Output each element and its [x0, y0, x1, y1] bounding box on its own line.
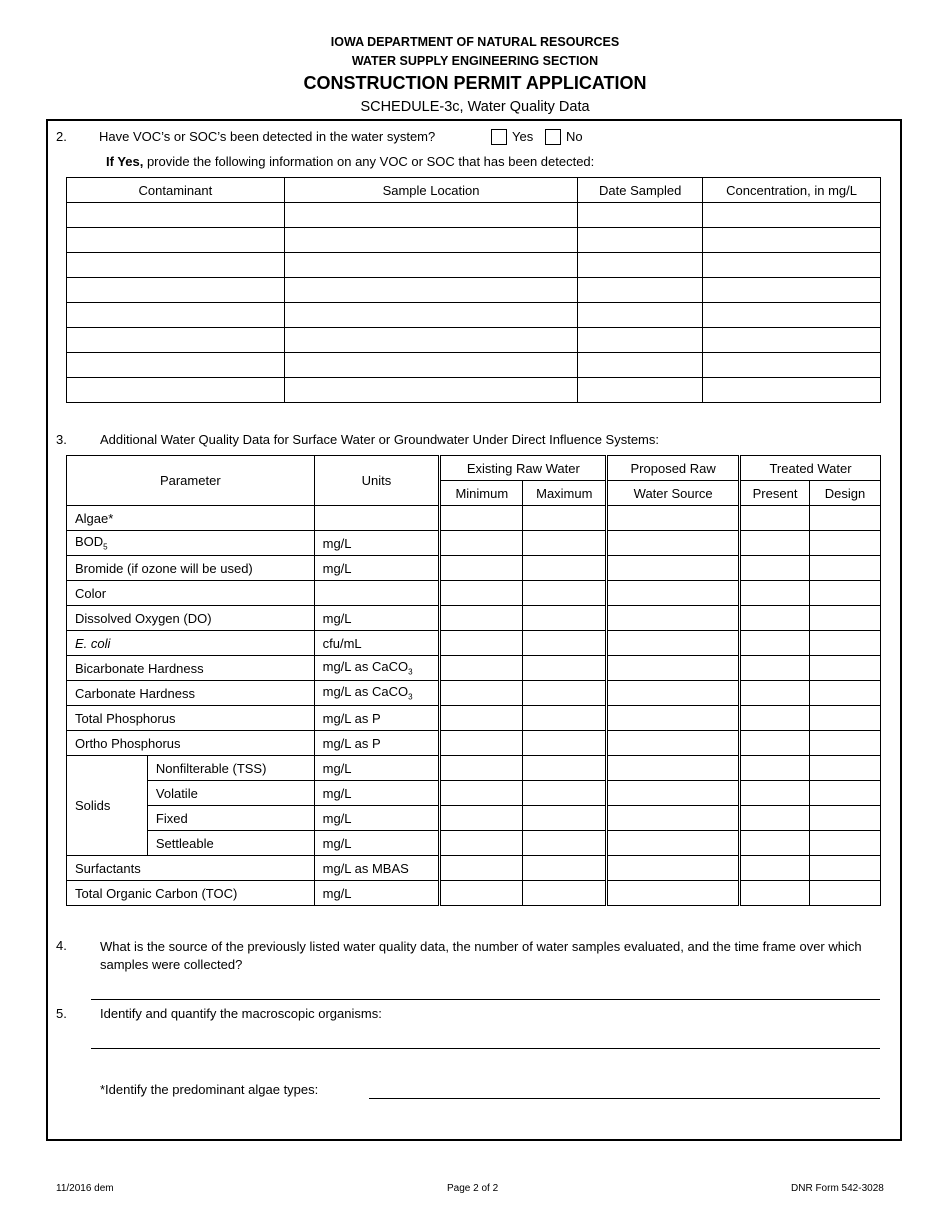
units-bromide: mg/L	[314, 556, 440, 581]
col-sample-location: Sample Location	[284, 178, 578, 203]
value-cell[interactable]	[440, 506, 523, 531]
value-cell[interactable]	[523, 631, 607, 656]
voc-cell[interactable]	[284, 378, 578, 403]
voc-cell[interactable]	[67, 378, 285, 403]
voc-cell[interactable]	[67, 253, 285, 278]
bod-text: BOD	[75, 534, 104, 550]
col-date-sampled: Date Sampled	[578, 178, 703, 203]
voc-table	[66, 177, 881, 403]
h-existing-raw: Existing Raw Water	[440, 456, 607, 481]
units-total-phosphorus: mg/L as P	[314, 706, 440, 731]
units-carbonate	[314, 681, 440, 706]
value-cell[interactable]	[607, 656, 740, 681]
value-cell[interactable]	[607, 681, 740, 706]
voc-row	[67, 353, 881, 378]
param-ortho-phosphorus: Ortho Phosphorus	[67, 731, 315, 756]
value-cell[interactable]	[810, 781, 881, 806]
value-cell[interactable]	[810, 731, 881, 756]
value-cell[interactable]	[607, 631, 740, 656]
table-row	[67, 581, 881, 606]
value-cell[interactable]	[523, 831, 607, 856]
table-row	[67, 806, 881, 831]
voc-cell[interactable]	[284, 353, 578, 378]
table-row	[67, 531, 881, 556]
footer-form-number: DNR Form 542-3028	[791, 1183, 884, 1194]
value-cell[interactable]	[523, 781, 607, 806]
value-cell[interactable]	[740, 856, 810, 881]
if-yes-instruction	[106, 154, 594, 169]
q2-number: 2.	[56, 129, 67, 144]
no-checkbox[interactable]	[545, 129, 561, 145]
value-cell[interactable]	[440, 531, 523, 556]
value-cell[interactable]	[810, 856, 881, 881]
units-fixed: mg/L	[314, 806, 440, 831]
table-row	[67, 881, 881, 906]
value-cell[interactable]	[523, 556, 607, 581]
units-bicarbonate	[314, 656, 440, 681]
voc-cell[interactable]	[284, 253, 578, 278]
value-cell[interactable]	[523, 731, 607, 756]
value-cell[interactable]	[607, 606, 740, 631]
value-cell[interactable]	[810, 681, 881, 706]
value-cell[interactable]	[740, 531, 810, 556]
voc-cell[interactable]	[578, 303, 703, 328]
value-cell[interactable]	[440, 656, 523, 681]
footer-page: Page 2 of 2	[447, 1183, 499, 1194]
param-settleable: Settleable	[147, 831, 314, 856]
h-proposed-raw: Proposed Raw	[607, 456, 740, 481]
value-cell[interactable]	[440, 606, 523, 631]
water-quality-table	[66, 455, 881, 906]
voc-cell[interactable]	[703, 353, 881, 378]
voc-cell[interactable]	[578, 228, 703, 253]
value-cell[interactable]	[523, 856, 607, 881]
table-row	[67, 606, 881, 631]
value-cell[interactable]	[740, 581, 810, 606]
voc-cell[interactable]	[67, 278, 285, 303]
if-yes-bold: If Yes,	[106, 154, 144, 169]
value-cell[interactable]	[607, 831, 740, 856]
q4-number: 4.	[56, 938, 67, 953]
table-row	[67, 756, 881, 781]
voc-cell[interactable]	[703, 278, 881, 303]
voc-cell[interactable]	[703, 378, 881, 403]
value-cell[interactable]	[607, 506, 740, 531]
no-label: No	[566, 129, 583, 144]
value-cell[interactable]	[810, 531, 881, 556]
voc-cell[interactable]	[578, 328, 703, 353]
value-cell[interactable]	[523, 606, 607, 631]
value-cell[interactable]	[607, 756, 740, 781]
value-cell[interactable]	[607, 806, 740, 831]
param-bod	[67, 531, 315, 556]
algae-types-line[interactable]	[369, 1098, 880, 1099]
value-cell[interactable]	[810, 506, 881, 531]
form-subtitle: SCHEDULE-3c, Water Quality Data	[360, 99, 590, 115]
value-cell[interactable]	[440, 806, 523, 831]
value-cell[interactable]	[523, 806, 607, 831]
value-cell[interactable]	[440, 706, 523, 731]
voc-cell[interactable]	[578, 353, 703, 378]
value-cell[interactable]	[740, 806, 810, 831]
param-surfactants: Surfactants	[67, 856, 315, 881]
table-row	[67, 681, 881, 706]
units-settleable: mg/L	[314, 831, 440, 856]
table-row	[67, 631, 881, 656]
value-cell[interactable]	[607, 781, 740, 806]
value-cell[interactable]	[810, 606, 881, 631]
param-color: Color	[67, 581, 315, 606]
bod-sub: 5	[103, 542, 108, 552]
units-color	[314, 581, 440, 606]
value-cell[interactable]	[810, 556, 881, 581]
voc-header-row	[67, 178, 881, 203]
voc-cell[interactable]	[578, 253, 703, 278]
value-cell[interactable]	[607, 881, 740, 906]
q5-answer-line[interactable]	[91, 1048, 880, 1049]
value-cell[interactable]	[523, 581, 607, 606]
value-cell[interactable]	[740, 606, 810, 631]
value-cell[interactable]	[607, 856, 740, 881]
if-yes-rest: provide the following information on any VOC or SOC that has been detected:	[143, 154, 595, 169]
algae-types-prompt: *Identify the predominant algae types:	[100, 1082, 319, 1097]
value-cell[interactable]	[740, 731, 810, 756]
value-cell[interactable]	[523, 656, 607, 681]
param-toc: Total Organic Carbon (TOC)	[67, 881, 315, 906]
carb-unit-sub: 3	[408, 692, 413, 702]
voc-cell[interactable]	[284, 203, 578, 228]
q4-text: What is the source of the previously listed water quality data, the number of water samples evaluated, and the time frame over which samples were collected?	[100, 939, 862, 972]
q3-number: 3.	[56, 432, 67, 447]
units-algae	[314, 506, 440, 531]
units-ecoli: cfu/mL	[314, 631, 440, 656]
param-total-phosphorus: Total Phosphorus	[67, 706, 315, 731]
value-cell[interactable]	[607, 706, 740, 731]
value-cell[interactable]	[523, 531, 607, 556]
value-cell[interactable]	[810, 756, 881, 781]
value-cell[interactable]	[523, 756, 607, 781]
param-tss: Nonfilterable (TSS)	[147, 756, 314, 781]
value-cell[interactable]	[523, 881, 607, 906]
param-fixed: Fixed	[147, 806, 314, 831]
units-toc: mg/L	[314, 881, 440, 906]
q2-question: Have VOC’s or SOC’s been detected in the water system?	[99, 129, 436, 144]
voc-cell[interactable]	[284, 228, 578, 253]
units-volatile: mg/L	[314, 781, 440, 806]
voc-row	[67, 228, 881, 253]
voc-row	[67, 203, 881, 228]
value-cell[interactable]	[523, 681, 607, 706]
voc-cell[interactable]	[67, 303, 285, 328]
voc-cell[interactable]	[578, 278, 703, 303]
voc-cell[interactable]	[703, 253, 881, 278]
h-maximum: Maximum	[523, 481, 607, 506]
yes-label: Yes	[512, 129, 534, 144]
col-concentration: Concentration, in mg/L	[703, 178, 881, 203]
value-cell[interactable]	[810, 706, 881, 731]
value-cell[interactable]	[523, 506, 607, 531]
form-title: CONSTRUCTION PERMIT APPLICATION	[303, 73, 647, 93]
units-do: mg/L	[314, 606, 440, 631]
carb-unit-text: mg/L as CaCO	[322, 684, 409, 700]
units-bod: mg/L	[314, 531, 440, 556]
param-bicarbonate: Bicarbonate Hardness	[67, 656, 315, 681]
voc-cell[interactable]	[67, 353, 285, 378]
voc-cell[interactable]	[67, 328, 285, 353]
bicarb-unit-text: mg/L as CaCO	[322, 659, 409, 675]
voc-cell[interactable]	[703, 203, 881, 228]
param-bromide: Bromide (if ozone will be used)	[67, 556, 315, 581]
value-cell[interactable]	[740, 506, 810, 531]
value-cell[interactable]	[810, 581, 881, 606]
value-cell[interactable]	[740, 781, 810, 806]
q5-text: Identify and quantify the macroscopic organisms:	[100, 1006, 382, 1021]
bicarb-unit-sub: 3	[408, 667, 413, 677]
value-cell[interactable]	[523, 706, 607, 731]
param-volatile: Volatile	[147, 781, 314, 806]
voc-row	[67, 303, 881, 328]
units-ortho-phosphorus: mg/L as P	[314, 731, 440, 756]
voc-cell[interactable]	[284, 303, 578, 328]
value-cell[interactable]	[440, 781, 523, 806]
value-cell[interactable]	[440, 581, 523, 606]
value-cell[interactable]	[440, 756, 523, 781]
value-cell[interactable]	[740, 881, 810, 906]
value-cell[interactable]	[607, 531, 740, 556]
voc-row	[67, 278, 881, 303]
col-contaminant: Contaminant	[67, 178, 285, 203]
voc-cell[interactable]	[67, 228, 285, 253]
value-cell[interactable]	[607, 556, 740, 581]
value-cell[interactable]	[440, 731, 523, 756]
q3-text: Additional Water Quality Data for Surface Water or Groundwater Under Direct Influence Systems:	[100, 432, 659, 447]
value-cell[interactable]	[440, 831, 523, 856]
table-row	[67, 506, 881, 531]
value-cell[interactable]	[440, 856, 523, 881]
value-cell[interactable]	[607, 581, 740, 606]
q4-answer-line[interactable]	[91, 999, 880, 1000]
table-row	[67, 856, 881, 881]
table-row	[67, 831, 881, 856]
h-water-source: Water Source	[607, 481, 740, 506]
value-cell[interactable]	[740, 756, 810, 781]
value-cell[interactable]	[740, 706, 810, 731]
value-cell[interactable]	[440, 556, 523, 581]
value-cell[interactable]	[810, 631, 881, 656]
voc-row	[67, 328, 881, 353]
voc-row	[67, 253, 881, 278]
agency-name: IOWA DEPARTMENT OF NATURAL RESOURCES	[330, 35, 620, 49]
h-treated: Treated Water	[740, 456, 881, 481]
voc-cell[interactable]	[578, 378, 703, 403]
value-cell[interactable]	[440, 881, 523, 906]
h-units: Units	[314, 456, 440, 506]
yes-checkbox[interactable]	[491, 129, 507, 145]
section-name: WATER SUPPLY ENGINEERING SECTION	[351, 54, 599, 68]
param-ecoli: E. coli	[67, 631, 315, 656]
h-design: Design	[810, 481, 881, 506]
value-cell[interactable]	[740, 831, 810, 856]
value-cell[interactable]	[810, 656, 881, 681]
table-row	[67, 731, 881, 756]
param-algae: Algae*	[67, 506, 315, 531]
voc-cell[interactable]	[578, 203, 703, 228]
param-do: Dissolved Oxygen (DO)	[67, 606, 315, 631]
voc-cell[interactable]	[703, 328, 881, 353]
h-minimum: Minimum	[440, 481, 523, 506]
units-surfactants: mg/L as MBAS	[314, 856, 440, 881]
value-cell[interactable]	[810, 831, 881, 856]
value-cell[interactable]	[810, 881, 881, 906]
voc-cell[interactable]	[284, 278, 578, 303]
h-parameter: Parameter	[67, 456, 315, 506]
value-cell[interactable]	[740, 656, 810, 681]
table-row	[67, 656, 881, 681]
value-cell[interactable]	[740, 631, 810, 656]
q5-number: 5.	[56, 1006, 67, 1021]
solids-label: Solids	[67, 756, 148, 856]
param-carbonate: Carbonate Hardness	[67, 681, 315, 706]
voc-row	[67, 378, 881, 403]
h-present: Present	[740, 481, 810, 506]
value-cell[interactable]	[440, 631, 523, 656]
value-cell[interactable]	[607, 731, 740, 756]
table-row	[67, 781, 881, 806]
value-cell[interactable]	[740, 681, 810, 706]
voc-cell[interactable]	[703, 228, 881, 253]
value-cell[interactable]	[440, 681, 523, 706]
table-row	[67, 556, 881, 581]
footer-date: 11/2016 dem	[56, 1183, 114, 1194]
units-tss: mg/L	[314, 756, 440, 781]
voc-cell[interactable]	[284, 328, 578, 353]
voc-cell[interactable]	[703, 303, 881, 328]
voc-cell[interactable]	[67, 203, 285, 228]
value-cell[interactable]	[810, 806, 881, 831]
value-cell[interactable]	[740, 556, 810, 581]
table-row	[67, 706, 881, 731]
